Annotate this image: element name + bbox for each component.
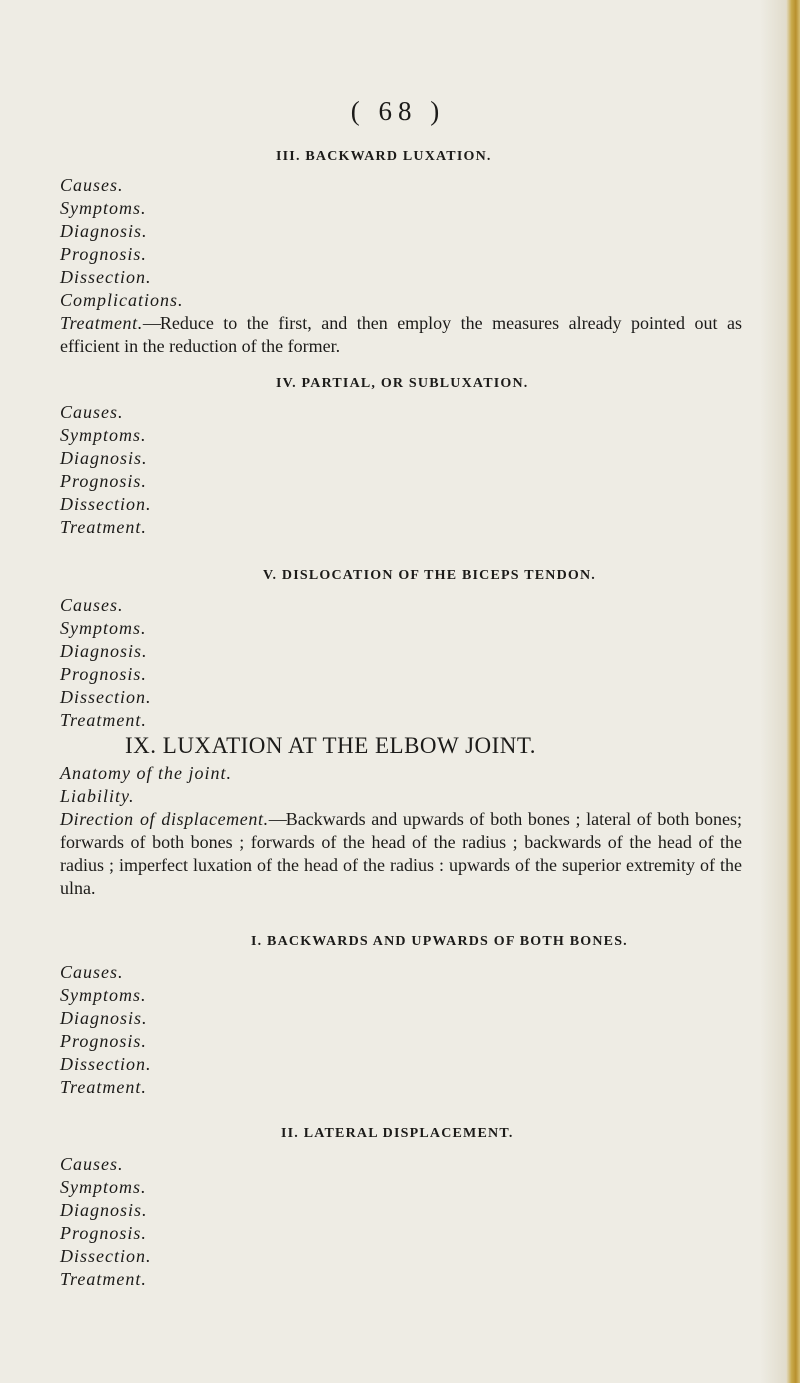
backward-luxation-list [60,174,184,312]
list-item: Prognosis. [60,1031,147,1051]
subluxation-list [60,401,152,539]
section-heading-backwards-upwards: I. BACKWARDS AND UPWARDS OF BOTH BONES. [251,934,628,949]
list-item: Symptoms. [60,198,147,218]
liability-item: Liability. [60,786,135,806]
list-item: Diagnosis. [60,641,148,661]
list-item: Treatment. [60,1269,147,1289]
treatment-label: Treatment. [60,313,143,333]
list-item: Causes. [60,595,124,615]
list-item: Complications. [60,290,184,310]
list-item: Treatment. [60,710,147,730]
list-item: Prognosis. [60,1223,147,1243]
list-item: Diagnosis. [60,1200,148,1220]
section-heading-lateral-displacement: II. LATERAL DISPLACEMENT. [281,1126,514,1141]
section-heading-subluxation: IV. PARTIAL, OR SUBLUXATION. [276,376,529,391]
chapter-heading-elbow-joint: IX. LUXATION AT THE ELBOW JOINT. [125,733,537,758]
list-item: Causes. [60,402,124,422]
list-item: Causes. [60,1154,124,1174]
list-item: Prognosis. [60,664,147,684]
list-item: Dissection. [60,687,152,707]
list-item: Dissection. [60,267,152,287]
backward-treatment-paragraph: Treatment.—Reduce to the first, and then employ the measures already pointed out as efficient in the reduction of the former. [60,313,742,356]
direction-paragraph: Direction of displacement.—Backwards and upwards of both bones ; lateral of both bones; forwards of both bones ; forwards of the head of the radius ; backwards of the head of the radius ; imperfect luxation of the head of the radius : upwards of the superior extremity of the ulna. [60,809,742,898]
list-item: Dissection. [60,494,152,514]
list-item: Treatment. [60,517,147,537]
list-item: Prognosis. [60,244,147,264]
treatment-text: Reduce to the first, and then employ the measures already pointed out as efficient in the reduction of the former. [60,313,742,356]
elbow-joint-intro-list [60,762,232,808]
list-item: Symptoms. [60,985,147,1005]
list-item: Diagnosis. [60,221,148,241]
list-item: Diagnosis. [60,448,148,468]
page-number: ( 68 ) [350,96,446,126]
list-item: Causes. [60,175,124,195]
list-item: Symptoms. [60,618,147,638]
direction-label: Direction of displacement. [60,809,269,829]
section-heading-backward-luxation: III. BACKWARD LUXATION. [276,149,492,164]
direction-text: Backwards and upwards of both bones ; lateral of both bones; forwards of both bones ; forwards of the head of the radius ; backwards of the head of the radius ; imperfect luxation of the head of the radius : upwards of the superior extremity of the ulna. [60,809,742,898]
backwards-upwards-list [60,961,152,1099]
list-item: Causes. [60,962,124,982]
biceps-tendon-list [60,594,152,732]
list-item: Treatment. [60,1077,147,1097]
list-item: Symptoms. [60,1177,147,1197]
list-item: Symptoms. [60,425,147,445]
anatomy-item: Anatomy of the joint. [60,763,232,783]
list-item: Dissection. [60,1054,152,1074]
list-item: Dissection. [60,1246,152,1266]
list-item: Diagnosis. [60,1008,148,1028]
list-item: Prognosis. [60,471,147,491]
lateral-displacement-list [60,1153,152,1291]
section-heading-biceps-tendon: V. DISLOCATION OF THE BICEPS TENDON. [263,568,596,583]
